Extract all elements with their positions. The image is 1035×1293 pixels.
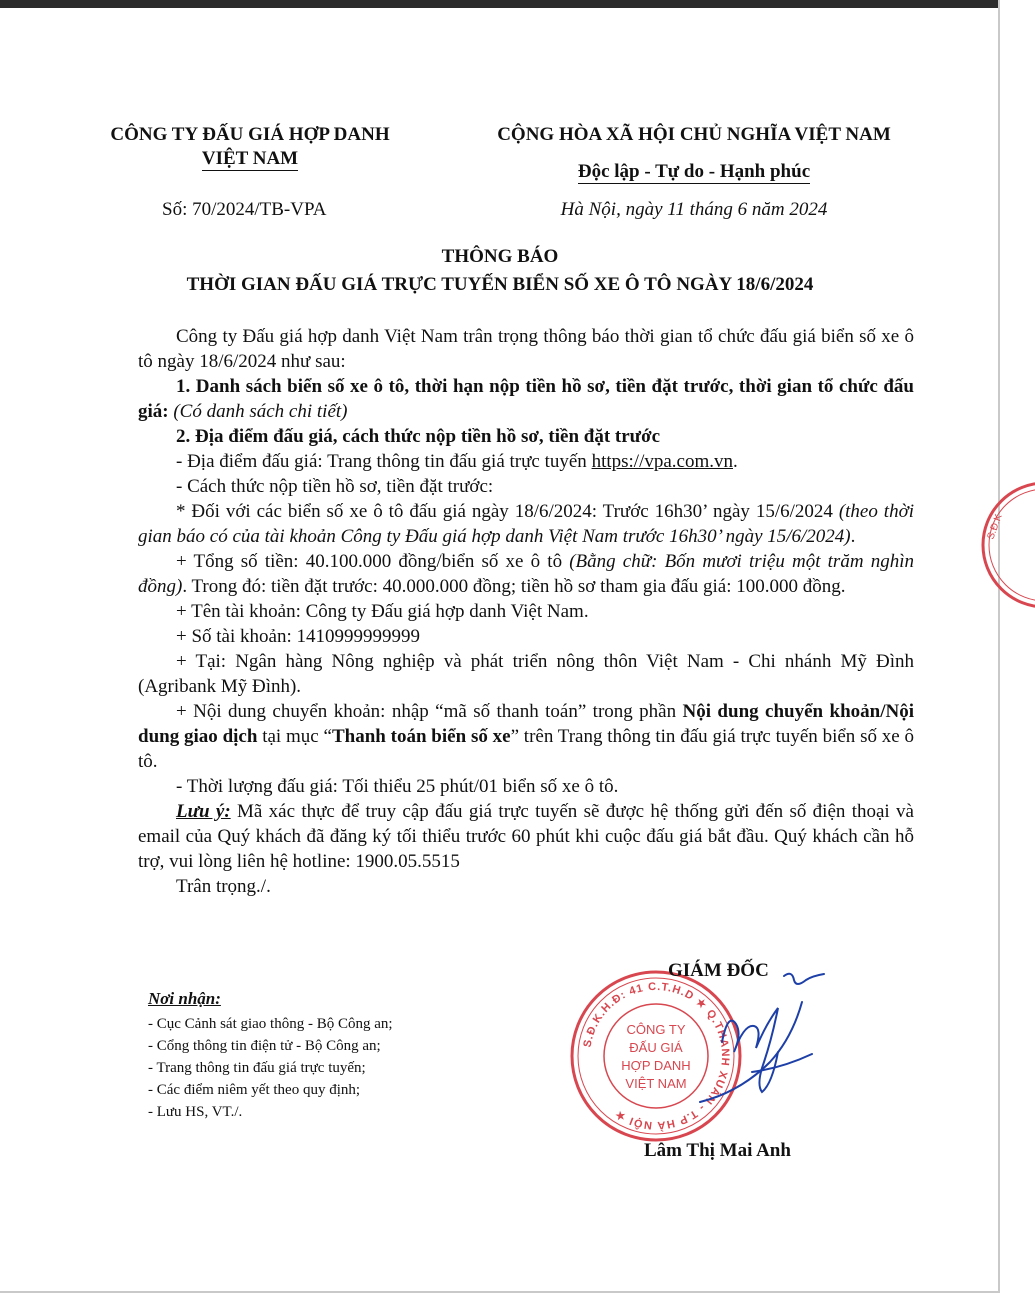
national-motto: [474, 161, 914, 183]
document-number: Số: 70/2024/TB-VPA: [162, 199, 327, 220]
recipients-block: [148, 988, 393, 1123]
document-title: THÔNG BÁO: [441, 246, 559, 267]
auction-location-end: .: [733, 451, 738, 472]
total-amount-text: + Tổng số tiền: 40.100.000 đồng/biển số xe ô tô: [176, 551, 570, 572]
payment-deadline-text: * Đối với các biển số xe ô tô đấu giá ngày 18/6/2024: Trước 16h30’ ngày 15/6/2024: [176, 501, 839, 522]
recipient-item: - Cổng thông tin điện tử - Bộ Công an;: [148, 1038, 381, 1054]
signer-name: Lâm Thị Mai Anh: [644, 1140, 791, 1161]
closing-line: Trân trọng./.: [176, 876, 271, 897]
seal-line2: ĐẤU GIÁ: [629, 1040, 683, 1055]
seal-edge-fragment: [975, 480, 1035, 610]
account-number: + Số tài khoản: 1410999999999: [176, 626, 420, 647]
recipient-item: - Lưu HS, VT./.: [148, 1104, 243, 1120]
transfer-content-a: + Nội dung chuyển khoản: nhập “mã số thanh toán” trong phần: [176, 701, 683, 722]
total-amount: [138, 549, 914, 599]
seal-line3: HỢP DANH: [621, 1058, 691, 1073]
transfer-content-e: ” trên Trang thông tin đấu giá trực tuyến biển số xe ô tô.: [138, 726, 915, 772]
document-body: [138, 324, 914, 899]
seal-center: [621, 1022, 690, 1091]
bank-branch: + Tại: Ngân hàng Nông nghiệp và phát triển nông thôn Việt Nam - Chi nhánh Mỹ Đình (Agribank Mỹ Đình).: [138, 651, 914, 697]
payment-deadline-end: .: [850, 526, 856, 547]
seal-edge-text: S.Đ.K: [985, 512, 1005, 542]
recipient-item: - Các điểm niêm yết theo quy định;: [148, 1082, 361, 1098]
auction-duration: - Thời lượng đấu giá: Tối thiểu 25 phút/01 biển số xe ô tô.: [176, 776, 619, 797]
auction-location-text: - Địa điểm đấu giá: Trang thông tin đấu giá trực tuyến: [176, 451, 592, 472]
seal-ring-path-text: S.Đ.K.H.Đ: 41 C.T.H.D ★ Q.THANH XUÂN - T.P HÀ NỘI ★: [581, 980, 732, 1132]
total-amount-breakdown: . Trong đó: tiền đặt trước: 40.000.000 đồng; tiền hồ sơ tham gia đấu giá: 100.000 đồng.: [182, 576, 846, 597]
organization-name: [100, 124, 400, 170]
seal-edge-graphic: [983, 483, 1035, 607]
auction-location: [138, 449, 914, 474]
window-top-border: [0, 0, 1000, 8]
section-1-note: (Có danh sách chi tiết): [173, 401, 348, 422]
website-link[interactable]: https://vpa.com.vn: [591, 451, 733, 472]
signature-strokes: [700, 974, 824, 1102]
transfer-content-b: Nội dung chuyển khoản/Nội dung giao dịch: [138, 701, 914, 747]
payment-deadline-note: (theo thời gian báo có của tài khoản Công ty Đấu giá hợp danh Việt Nam trước 16h30’ ngày 15/6/2024): [138, 501, 914, 547]
seal-line4: VIỆT NAM: [625, 1076, 687, 1091]
transfer-content-d: Thanh toán biển số xe: [331, 726, 511, 747]
recipients-title: Nơi nhận:: [148, 989, 221, 1008]
organization-line2: VIỆT NAM: [201, 148, 299, 169]
place-and-date: Hà Nội, ngày 11 tháng 6 năm 2024: [560, 199, 828, 220]
note-label: Lưu ý:: [176, 801, 231, 822]
payment-method: - Cách thức nộp tiền hồ sơ, tiền đặt trước:: [176, 476, 494, 497]
transfer-content: [138, 699, 914, 774]
section-1-heading: 1. Danh sách biển số xe ô tô, thời hạn nộp tiền hồ sơ, tiền đặt trước, thời gian tổ chức đấu giá:: [138, 376, 914, 422]
payment-deadline: [138, 499, 914, 549]
section-1: [138, 374, 914, 424]
intro-paragraph: Công ty Đấu giá hợp danh Việt Nam trân trọng thông báo thời gian tổ chức đấu giá biển số xe ô tô ngày 18/6/2024 như sau:: [138, 326, 914, 372]
recipient-item: - Cục Cảnh sát giao thông - Bộ Công an;: [148, 1016, 393, 1032]
motto-text: Độc lập - Tự do - Hạnh phúc: [577, 161, 811, 182]
document-subtitle: THỜI GIAN ĐẤU GIÁ TRỰC TUYẾN BIỂN SỐ XE Ô TÔ NGÀY 18/6/2024: [186, 274, 814, 295]
section-2-heading: 2. Địa điểm đấu giá, cách thức nộp tiền hồ sơ, tiền đặt trước: [176, 426, 661, 447]
transfer-content-c: tại mục “: [257, 726, 332, 747]
page-right-border: [998, 0, 1000, 1293]
note-paragraph: [138, 799, 914, 874]
account-name: + Tên tài khoản: Công ty Đấu giá hợp danh Việt Nam.: [176, 601, 589, 622]
organization-line1: CÔNG TY ĐẤU GIÁ HỢP DANH: [110, 124, 390, 145]
signer-position: GIÁM ĐỐC: [668, 960, 769, 981]
note-text: Mã xác thực để truy cập đấu giá trực tuyến sẽ được hệ thống gửi đến số điện thoại và email của Quý khách đã đăng ký tối thiểu trước 60 phút khi cuộc đấu giá bắt đầu. Quý khách cần hỗ trợ, vui lòng liên hệ hotline: 1900.05.5515: [138, 801, 914, 872]
recipient-item: - Trang thông tin đấu giá trực tuyến;: [148, 1060, 366, 1076]
total-amount-words: (Bằng chữ: Bốn mươi triệu một trăm nghìn đồng): [138, 551, 914, 597]
handwritten-signature: [692, 962, 832, 1112]
seal-line1: CÔNG TY: [626, 1022, 686, 1037]
national-title: CỘNG HÒA XÃ HỘI CHỦ NGHĨA VIỆT NAM: [497, 124, 891, 145]
